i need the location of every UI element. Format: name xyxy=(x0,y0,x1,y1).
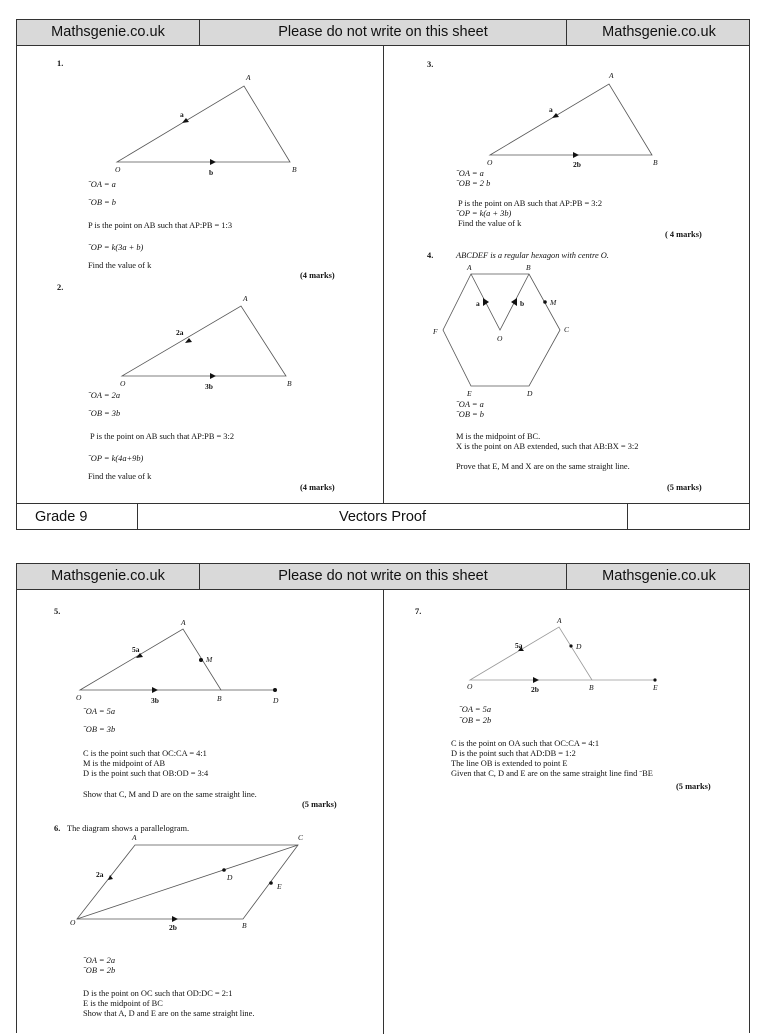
header-site-right: Mathsgenie.co.uk xyxy=(602,24,716,40)
q2-marks: (4 marks) xyxy=(300,483,335,492)
q6-label-b: 2b xyxy=(169,923,177,932)
q1-arrow-b xyxy=(210,159,216,165)
q6-label-a: 2a xyxy=(96,870,104,879)
q2-given-ob: ˉOB = 3b xyxy=(88,409,121,418)
q6-point-d xyxy=(222,868,226,872)
q5-label-M: M xyxy=(206,655,213,664)
q7-label-a: 5a xyxy=(515,641,523,650)
q4-statement-m: M is the midpoint of BC. xyxy=(456,432,541,441)
q3-triangle xyxy=(490,84,652,155)
q3-arrow-b xyxy=(573,152,579,158)
q6-given-ob: ˉOB = 2b xyxy=(83,966,116,975)
q5-task: Show that C, M and D are on the same straight line. xyxy=(83,790,257,799)
q4-label-a: a xyxy=(476,299,480,308)
q5-point-m xyxy=(199,658,203,662)
q5-marks: (5 marks) xyxy=(302,800,337,809)
q1-triangle xyxy=(117,86,290,162)
q4-label-A: A xyxy=(467,263,472,272)
q2-task: Find the value of k xyxy=(88,472,152,481)
header-site-left: Mathsgenie.co.uk xyxy=(17,564,200,589)
q5-arrow-b xyxy=(152,687,158,693)
q6-statement-d: D is the point on OC such that OD:DC = 2:1 xyxy=(83,989,233,998)
q7-label-D: D xyxy=(576,642,582,651)
q5-label-a: 5a xyxy=(132,645,140,654)
q3-statement: P is the point on AB such that AP:PB = 3:2 xyxy=(458,199,603,208)
q6-intro: The diagram shows a parallelogram. xyxy=(67,824,190,833)
q6-label-D: D xyxy=(227,873,233,882)
header-site-right: Mathsgenie.co.uk xyxy=(602,568,716,584)
q5-label-b: 3b xyxy=(151,696,159,705)
q3-arrow-a xyxy=(552,113,559,118)
q1-marks: (4 marks) xyxy=(300,271,335,280)
footer-topic: Vectors Proof xyxy=(138,504,628,530)
q5-label-B: B xyxy=(217,694,222,703)
q7-triangle xyxy=(470,627,592,680)
q2-label-b: 3b xyxy=(205,382,213,391)
header-site-left: Mathsgenie.co.uk xyxy=(17,20,200,45)
q7-number: 7. xyxy=(415,607,422,616)
q1-statement: P is the point on AB such that AP:PB = 1:3 xyxy=(88,221,233,230)
q6-statement-e: E is the midpoint of BC xyxy=(83,999,163,1008)
q4-label-D: D xyxy=(527,389,533,398)
q4-marks: (5 marks) xyxy=(667,483,702,492)
q1-number: 1. xyxy=(57,59,64,68)
q1-task: Find the value of k xyxy=(88,261,152,270)
q2-triangle xyxy=(122,306,286,376)
header-notice: Please do not write on this sheet xyxy=(200,20,567,45)
q4-task: Prove that E, M and X are on the same straight line. xyxy=(456,462,630,471)
q7-point-d xyxy=(569,644,572,647)
q2-given-op: ˉOP = k(4a+9b) xyxy=(88,454,144,463)
q7-given-oa: ˉOA = 5a xyxy=(459,705,492,714)
q7-given-ob: ˉOB = 2b xyxy=(459,716,492,725)
q5-given-ob: ˉOB = 3b xyxy=(83,725,116,734)
q1-given-op: ˉOP = k(3a + b) xyxy=(88,243,144,252)
q5-given-oa: ˉOA = 5a xyxy=(83,707,116,716)
q6-task: Show that A, D and E are on the same straight line. xyxy=(83,1009,255,1018)
q5-statement-m: M is the midpoint of AB xyxy=(83,759,166,768)
q2-arrow-b xyxy=(210,373,216,379)
q6-diagonal xyxy=(77,845,298,919)
q6-label-A: A xyxy=(132,833,137,842)
q4-arrow-a xyxy=(483,298,489,306)
q4-number: 4. xyxy=(427,251,434,260)
q4-label-F: F xyxy=(433,327,438,336)
q2-label-a: 2a xyxy=(176,328,184,337)
q3-label-b: 2b xyxy=(573,160,581,169)
q7-label-A: A xyxy=(557,616,562,625)
q6-arrow-b xyxy=(172,916,178,922)
footer-grade: Grade 9 xyxy=(17,504,138,530)
q4-statement-x: X is the point on AB extended, such that AB:BX = 3:2 xyxy=(456,442,639,451)
q2-given-oa: ˉOA = 2a xyxy=(88,391,121,400)
q3-label-a: a xyxy=(549,105,553,114)
q4-intro: ABCDEF is a regular hexagon with centre O. xyxy=(456,251,609,260)
q4-point-m xyxy=(543,300,547,304)
q7-point-e xyxy=(653,678,656,681)
q5-statement-c: C is the point such that OC:CA = 4:1 xyxy=(83,749,207,758)
q6-label-C: C xyxy=(298,833,304,842)
q6-label-E: E xyxy=(277,882,282,891)
q7-task: Given that C, D and E are on the same straight line find ˉBE xyxy=(451,769,653,778)
q6-given-oa: ˉOA = 2a xyxy=(83,956,116,965)
q4-label-b: b xyxy=(520,299,525,308)
q4-label-C: C xyxy=(564,325,570,334)
q5-statement-d: D is the point such that OB:OD = 3:4 xyxy=(83,769,209,778)
q7-label-E: E xyxy=(653,683,658,692)
q7-statement-d: D is the point such that AD:DB = 1:2 xyxy=(451,749,576,758)
q1-label-a: a xyxy=(180,110,184,119)
q3-label-B: B xyxy=(653,158,658,167)
q3-given-oa: ˉOA = a xyxy=(456,169,484,178)
q2-label-B: B xyxy=(287,379,292,388)
q7-marks: (5 marks) xyxy=(676,782,711,791)
q1-label-B: B xyxy=(292,165,297,174)
q7-statement-e: The line OB is extended to point E xyxy=(451,759,568,768)
q2-label-O: O xyxy=(120,379,126,388)
q6-number: 6. xyxy=(54,824,61,833)
q5-number: 5. xyxy=(54,607,61,616)
q4-given-ob: ˉOB = b xyxy=(456,410,484,419)
q1-given-oa: ˉOA = a xyxy=(88,180,116,189)
q4-label-B: B xyxy=(526,263,531,272)
header-notice: Please do not write on this sheet xyxy=(200,564,567,589)
q7-label-O: O xyxy=(467,682,473,691)
q4-given-oa: ˉOA = a xyxy=(456,400,484,409)
q4-hexagon xyxy=(443,274,560,386)
q4-arrow-b xyxy=(511,298,517,306)
q4-label-M: M xyxy=(550,298,557,307)
q3-given-op: ˉOP = k(a + 3b) xyxy=(456,209,512,218)
q6-label-O: O xyxy=(70,918,76,927)
q7-label-B: B xyxy=(589,683,594,692)
q6-label-B: B xyxy=(242,921,247,930)
q3-marks: ( 4 marks) xyxy=(665,230,702,239)
q5-label-D: D xyxy=(273,696,279,705)
q4-label-E: E xyxy=(467,389,472,398)
q1-label-A: A xyxy=(246,73,251,82)
q7-arrow-b xyxy=(533,677,539,683)
q2-number: 2. xyxy=(57,283,64,292)
q7-statement-c: C is the point on OA such that OC:CA = 4:1 xyxy=(451,739,600,748)
q2-label-A: A xyxy=(243,294,248,303)
q6-arrow-a xyxy=(108,875,113,880)
q1-label-b: b xyxy=(209,168,214,177)
q1-given-ob: ˉOB = b xyxy=(88,198,116,207)
q3-given-ob: ˉOB = 2 b xyxy=(456,179,491,188)
q5-point-d xyxy=(273,688,277,692)
q3-number: 3. xyxy=(427,60,434,69)
q5-label-A: A xyxy=(181,618,186,627)
q5-label-O: O xyxy=(76,693,82,702)
q3-task: Find the value of k xyxy=(458,219,522,228)
q1-label-O: O xyxy=(115,165,121,174)
q3-label-A: A xyxy=(609,71,614,80)
q6-point-e xyxy=(269,881,273,885)
q4-label-O: O xyxy=(497,334,503,343)
q7-label-b: 2b xyxy=(531,685,539,694)
q3-label-O: O xyxy=(487,158,493,167)
q2-statement: P is the point on AB such that AP:PB = 3:2 xyxy=(90,432,235,441)
